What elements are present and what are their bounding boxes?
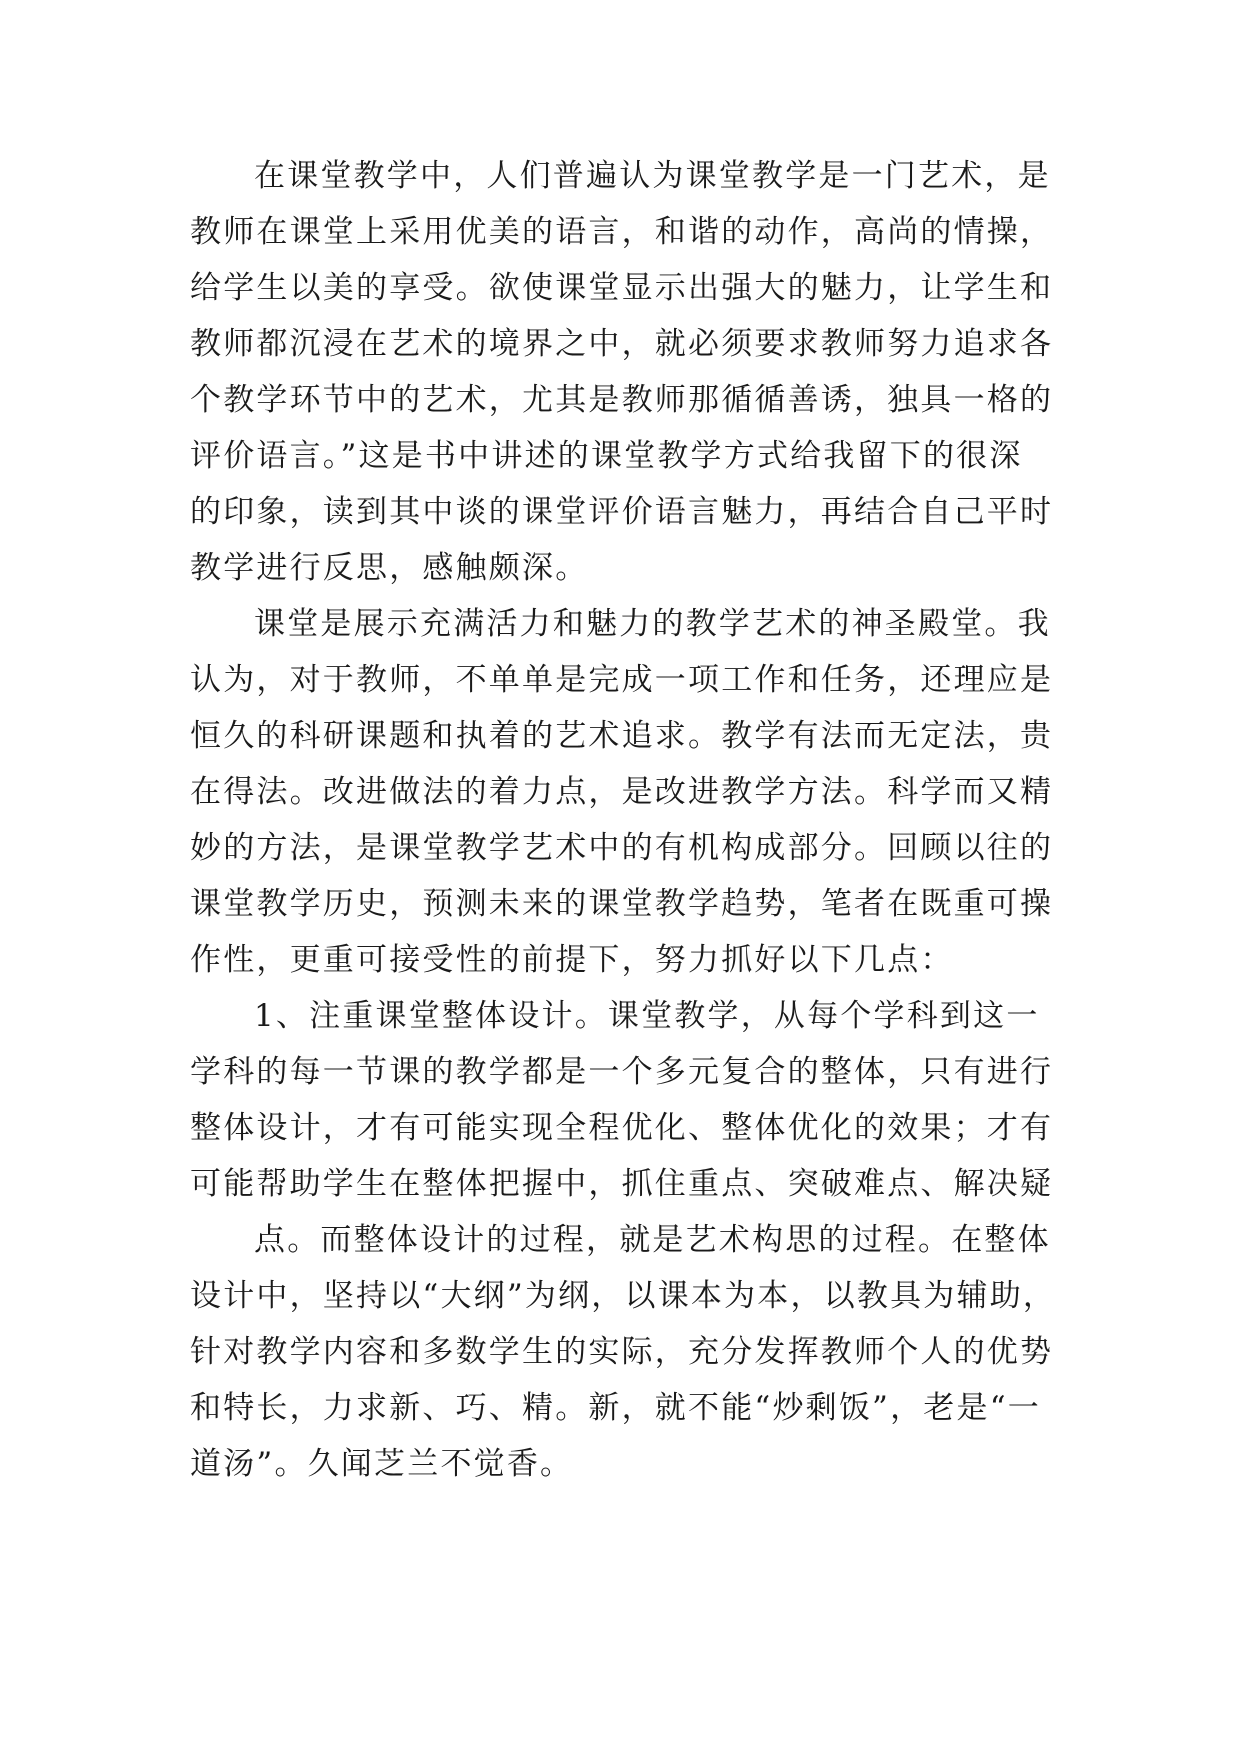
text-line: 针对教学内容和多数学生的实际，充分发挥教师个人的优势 (190, 1334, 1054, 1370)
text-line: 点。而整体设计的过程，就是艺术构思的过程。在整体 (254, 1222, 1051, 1258)
text-line: 和特长，力求新、巧、精。新，就不能“炒剩饭”，老是“一 (190, 1390, 1041, 1426)
text-line: 1、注重课堂整体设计。课堂教学，从每个学科到这一 (254, 998, 1040, 1034)
text-line: 在课堂教学中，人们普遍认为课堂教学是一门艺术，是 (254, 158, 1051, 194)
text-line: 恒久的科研课题和执着的艺术追求。教学有法而无定法，贵 (190, 718, 1054, 754)
text-line: 教学进行反思，感触颇深。 (190, 550, 589, 586)
text-line: 道汤”。久闻芝兰不觉香。 (190, 1446, 574, 1482)
text-line: 教师在课堂上采用优美的语言，和谐的动作，高尚的情操， (190, 214, 1054, 250)
text-line: 妙的方法，是课堂教学艺术中的有机构成部分。回顾以往的 (190, 830, 1054, 866)
text-line: 教师都沉浸在艺术的境界之中，就必须要求教师努力追求各 (190, 326, 1054, 362)
text-line: 可能帮助学生在整体把握中，抓住重点、突破难点、解决疑 (190, 1166, 1054, 1202)
text-line: 在得法。改进做法的着力点，是改进教学方法。科学而又精 (190, 774, 1054, 810)
text-line: 个教学环节中的艺术，尤其是教师那循循善诱，独具一格的 (190, 382, 1054, 418)
text-line: 课堂教学历史，预测未来的课堂教学趋势，笔者在既重可操 (190, 886, 1054, 922)
text-line: 的印象，读到其中谈的课堂评价语言魅力，再结合自己平时 (190, 494, 1054, 530)
text-line: 认为，对于教师，不单单是完成一项工作和任务，还理应是 (190, 662, 1054, 698)
text-line: 设计中，坚持以“大纲”为纲，以课本为本，以教具为辅助， (190, 1278, 1057, 1314)
text-line: 课堂是展示充满活力和魅力的教学艺术的神圣殿堂。我 (254, 606, 1051, 642)
text-line: 学科的每一节课的教学都是一个多元复合的整体，只有进行 (190, 1054, 1054, 1090)
text-line: 评价语言。”这是书中讲述的课堂教学方式给我留下的很深 (190, 438, 1023, 474)
text-line: 作性，更重可接受性的前提下，努力抓好以下几点： (190, 942, 954, 978)
text-line: 整体设计，才有可能实现全程优化、整体优化的效果；才有 (190, 1110, 1054, 1146)
text-line: 给学生以美的享受。欲使课堂显示出强大的魅力，让学生和 (190, 270, 1054, 306)
